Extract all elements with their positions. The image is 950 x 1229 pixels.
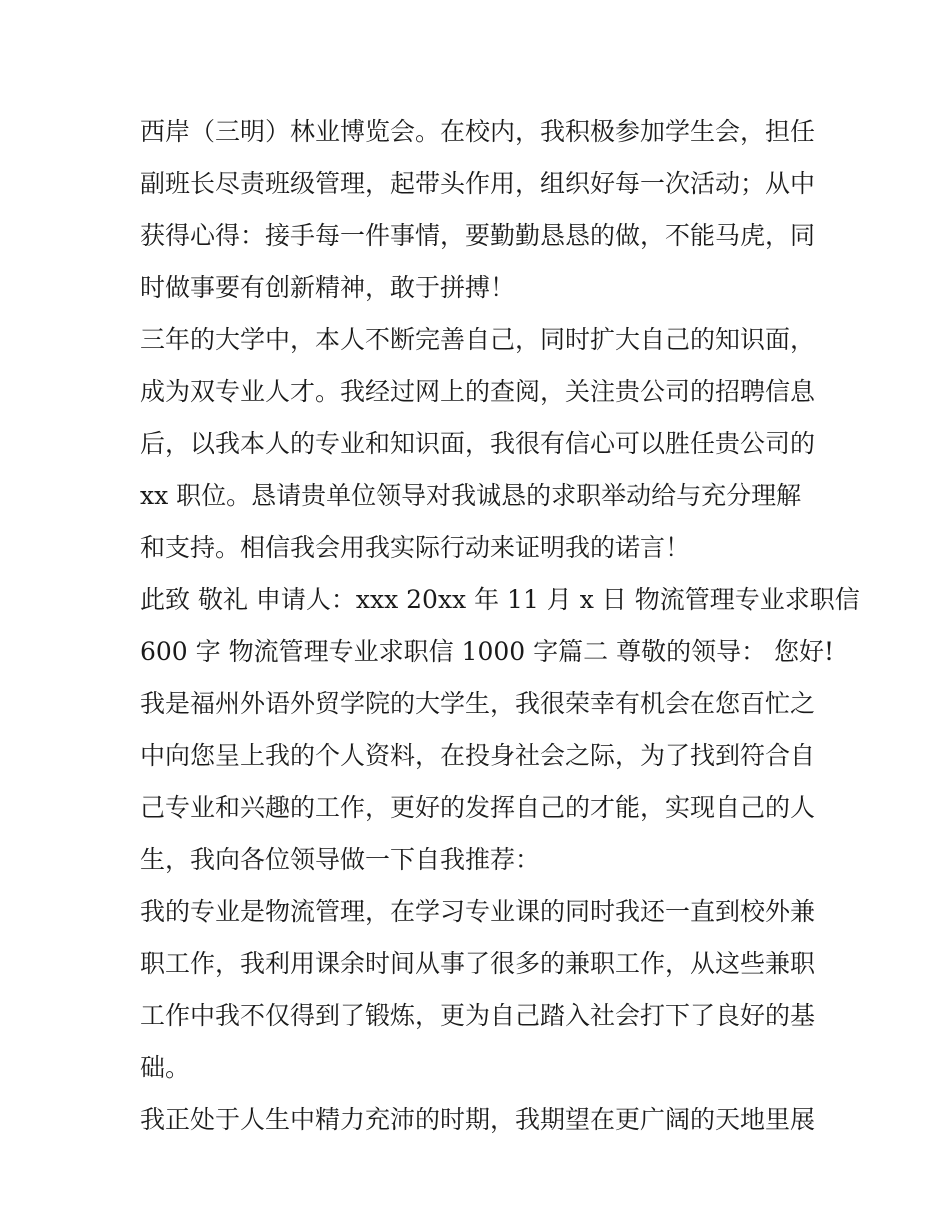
text-line-1: 西岸（三明）林业博览会。在校内，我积极参加学生会，担任 <box>140 117 816 146</box>
text-line-20: 我正处于人生中精力充沛的时期，我期望在更广阔的天地里展 <box>140 1105 816 1134</box>
text-line-14: 己专业和兴趣的工作，更好的发挥自己的才能，实现自己的人 <box>140 793 816 822</box>
text-line-19: 础。 <box>140 1053 191 1082</box>
document-body <box>140 106 860 1146</box>
text-line-4: 时做事要有创新精神，敢于拼搏！ <box>140 273 516 302</box>
text-line-12: 我是福州外语外贸学院的大学生，我很荣幸有机会在您百忙之 <box>140 689 816 718</box>
text-line-11: 600 字 物流管理专业求职信 1000 字篇二 尊敬的领导： 您好! <box>140 637 835 666</box>
text-line-8: xx 职位。恳请贵单位领导对我诚恳的求职举动给与充分理解 <box>140 481 802 510</box>
text-line-7: 后，以我本人的专业和知识面，我很有信心可以胜任贵公司的 <box>140 429 816 458</box>
text-line-17: 职工作，我利用课余时间从事了很多的兼职工作，从这些兼职 <box>140 949 816 978</box>
text-line-18: 工作中我不仅得到了锻炼，更为自己踏入社会打下了良好的基 <box>140 1001 816 1030</box>
text-line-5: 三年的大学中，本人不断完善自己，同时扩大自己的知识面， <box>140 325 816 354</box>
text-line-10: 此致 敬礼 申请人：xxx 20xx 年 11 月 x 日 物流管理专业求职信 <box>140 585 860 614</box>
text-line-16: 我的专业是物流管理，在学习专业课的同时我还一直到校外兼 <box>140 897 816 926</box>
text-line-9: 和支持。相信我会用我实际行动来证明我的诺言！ <box>140 533 691 562</box>
text-line-15: 生，我向各位领导做一下自我推荐： <box>140 845 541 874</box>
text-line-6: 成为双专业人才。我经过网上的查阅，关注贵公司的招聘信息 <box>140 377 816 406</box>
text-line-3: 获得心得：接手每一件事情，要勤勤恳恳的做，不能马虎，同 <box>140 221 816 250</box>
text-line-13: 中向您呈上我的个人资料，在投身社会之际，为了找到符合自 <box>140 741 816 770</box>
text-line-2: 副班长尽责班级管理，起带头作用，组织好每一次活动；从中 <box>140 169 816 198</box>
